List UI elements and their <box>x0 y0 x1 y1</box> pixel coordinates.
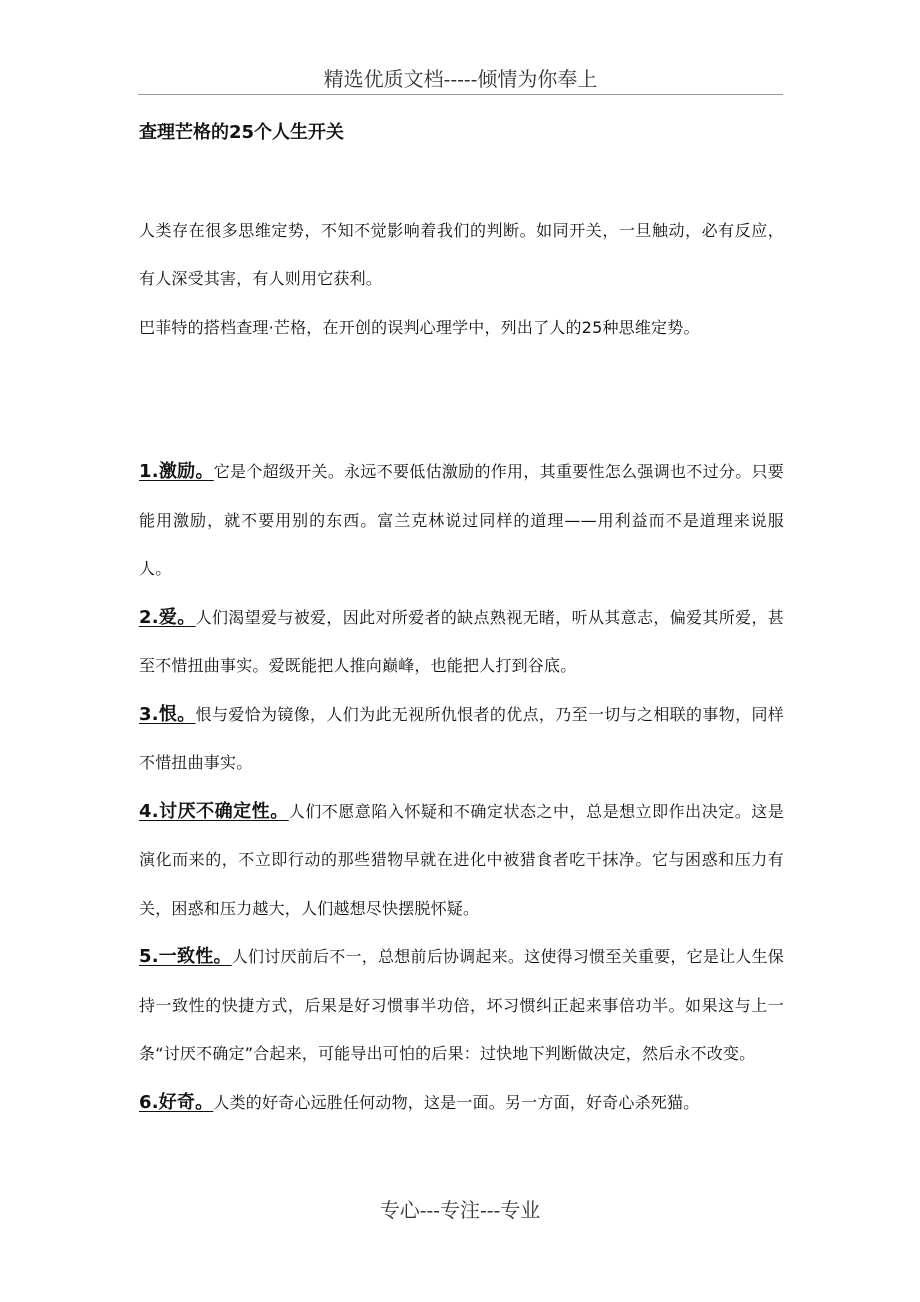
list-item-body: 人们渴望爱与被爱，因此对所爱者的缺点熟视无睹，听从其意志，偏爱其所爱，甚至不惜扭曲事实。爱既能把人推向巅峰，也能把人打到谷底。 <box>139 607 784 675</box>
list-item <box>139 691 784 788</box>
list-item <box>139 448 784 594</box>
list-item-heading: 1.激励。 <box>139 461 214 482</box>
list-item-body: 人们不愿意陷入怀疑和不确定状态之中，总是想立即作出决定。这是演化而来的，不立即行动的那些猎物早就在进化中被猎食者吃干抹净。它与困惑和压力有关，困惑和压力越大，人们越想尽快摆脱怀疑。 <box>139 801 784 918</box>
list-item-body: 恨与爱恰为镜像，人们为此无视所仇恨者的优点，乃至一切与之相联的事物，同样不惜扭曲事实。 <box>139 704 784 772</box>
list-item-heading: 3.恨。 <box>139 703 196 725</box>
list-item <box>139 594 784 691</box>
list-item-body: 人们讨厌前后不一，总想前后协调起来。这使得习惯至关重要，它是让人生保持一致性的快捷方式，后果是好习惯事半功倍，坏习惯纠正起来事倍功半。如果这与上一条“讨厌不确定”合起来，可能导出可怕的后果：过快地下判断做决定，然后永不改变。 <box>139 947 784 1063</box>
page-footer: 专心---专注---专业 <box>379 1198 541 1222</box>
intro-paragraph-1: 人类存在很多思维定势，不知不觉影响着我们的判断。如同开关，一旦触动，必有反应，有人深受其害，有人则用它获利。 <box>139 221 784 288</box>
switch-list <box>139 448 784 1127</box>
list-item-body: 人类的好奇心远胜任何动物，这是一面。另一方面，好奇心杀死猫。 <box>213 1092 700 1112</box>
list-item-body: 它是个超级开关。永远不要低估激励的作用，其重要性怎么强调也不过分。只要能用激励，就不要用别的东西。富兰克林说过同样的道理——用利益而不是道理来说服人。 <box>139 462 784 578</box>
list-item <box>139 788 784 934</box>
intro-paragraph-2: 巴菲特的搭档查理·芒格，在开创的误判心理学中，列出了人的25种思维定势。 <box>139 318 700 337</box>
list-item-heading: 2.爱。 <box>139 606 196 628</box>
list-item <box>139 1079 784 1128</box>
list-item-heading: 5.一致性。 <box>139 946 232 967</box>
document-title: 查理芒格的25个人生开关 <box>139 122 345 143</box>
list-item-heading: 6.好奇。 <box>139 1091 214 1113</box>
list-item-heading: 4.讨厌不确定性。 <box>139 800 289 822</box>
list-item <box>139 933 784 1079</box>
page-header: 精选优质文档-----倾情为你奉上 <box>138 66 783 95</box>
